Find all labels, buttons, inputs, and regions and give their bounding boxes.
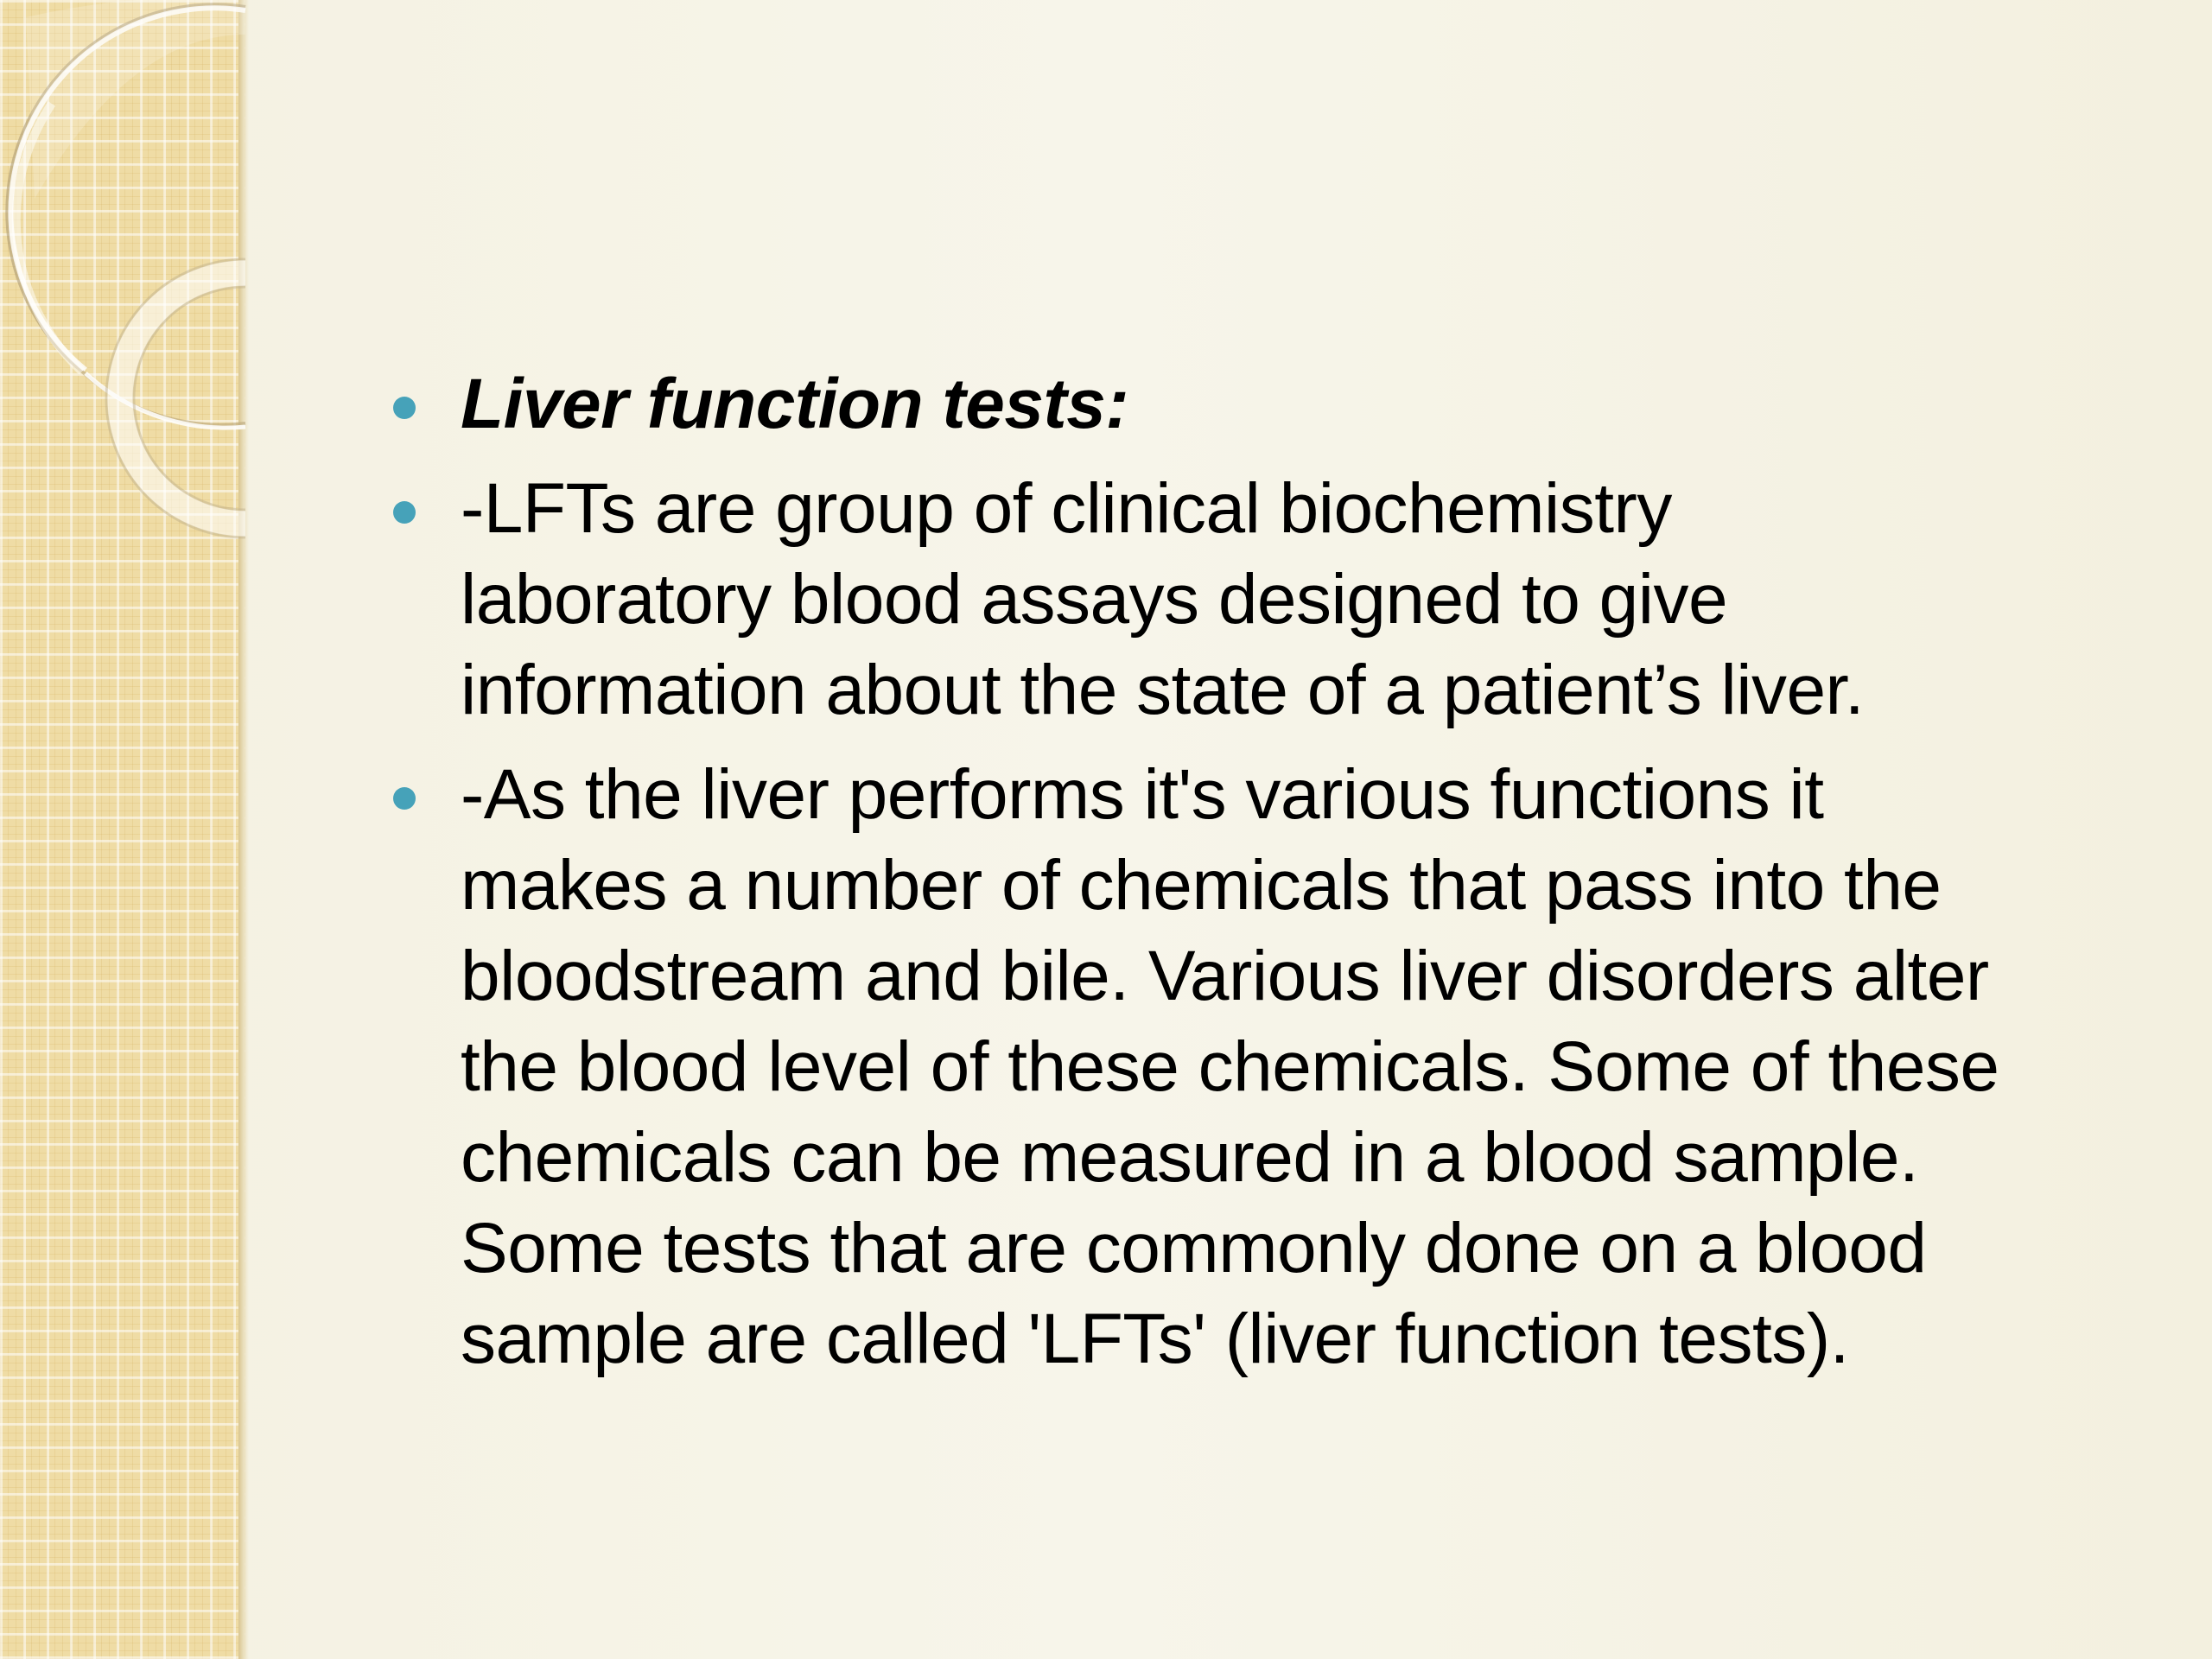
bullet-list [393,359,2182,1398]
highlight-shape [26,0,245,199]
bullet-dot-icon [393,397,416,419]
bullet-explanation-text: -As the liver performs it's various functions it makes a number of chemicals that pass into the bloodstream and bile. Various liver disorders alter the blood level of these chemicals. Some of these chemicals can be measured in a blood sample. Some tests that are commonly done on a blood sample are called 'LFTs' (liver function tests). [461,755,1999,1378]
bullet-item-definition [393,463,2182,735]
ring-icons [0,0,259,553]
small-ring-icon [106,259,245,537]
bullet-item-heading [393,359,2182,449]
bullet-dot-icon [393,787,416,810]
bullet-heading-text: Liver function tests: [461,365,1129,443]
bullet-item-explanation [393,749,2182,1384]
bullet-definition-text: -LFTs are group of clinical biochemistry laboratory blood assays designed to give information about the state of a patient’s liver. [461,469,1865,729]
bullet-dot-icon [393,501,416,524]
